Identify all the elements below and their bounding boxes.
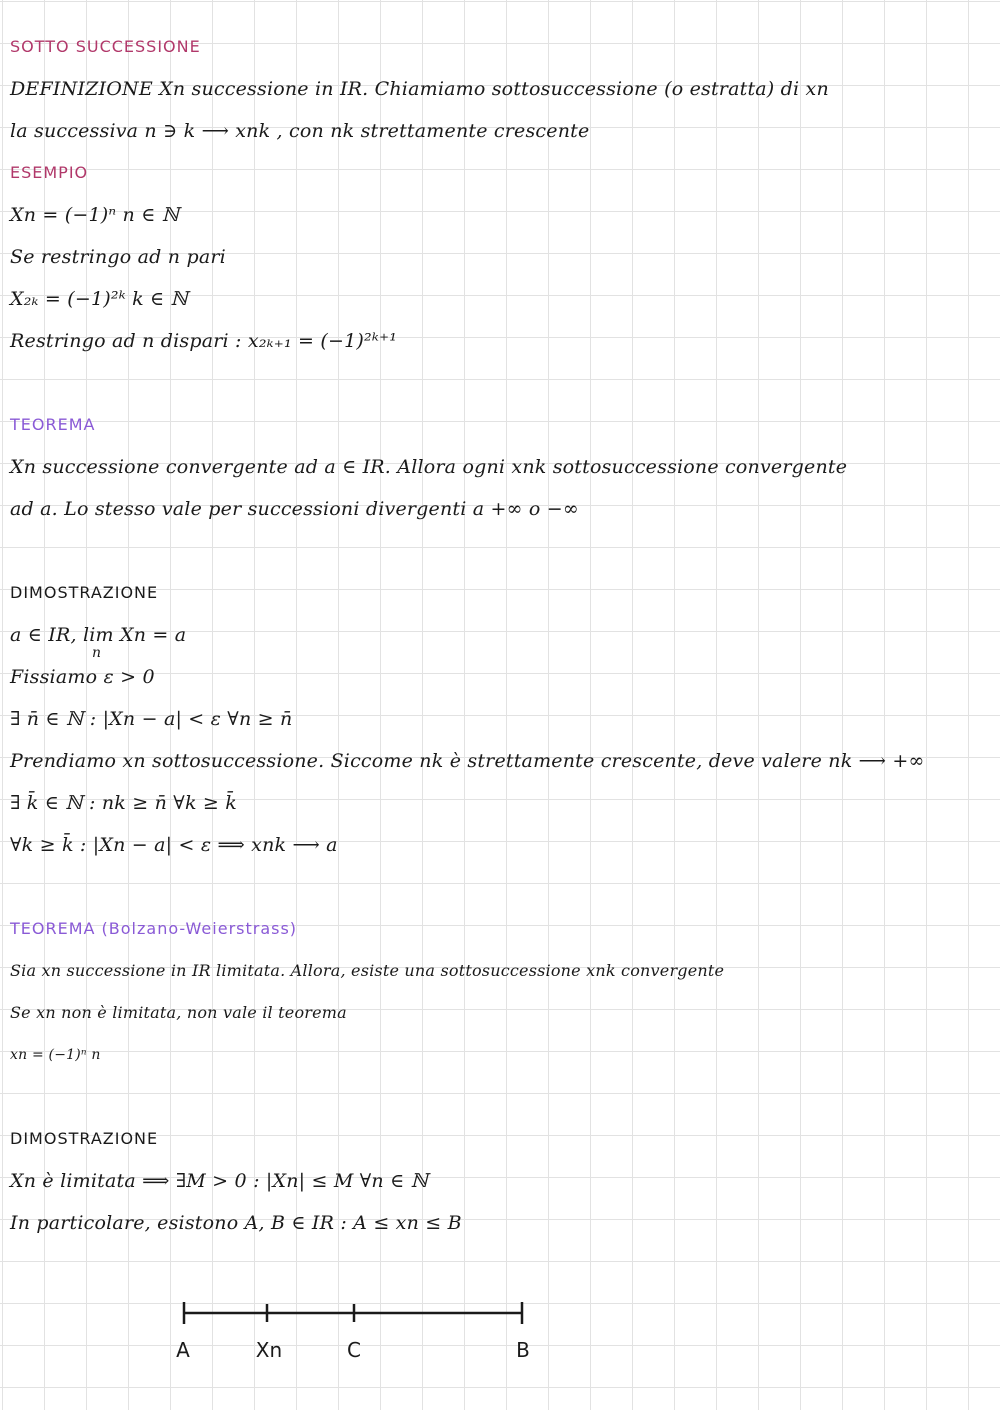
proof-2-line-2: In particolare, esistono A, B ∈ IR : A ≤ xn ≤ B [10, 1212, 462, 1234]
definition-line-2: la successiva n ∋ k ⟶ xnk , con nk strettamente crescente [10, 120, 590, 142]
proof-1-line-5: ∃ k̄ ∈ ℕ : nk ≥ n̄ ∀k ≥ k̄ [10, 792, 237, 814]
proof-1-line-3: ∃ n̄ ∈ ℕ : |Xn − a| < ε ∀n ≥ n̄ [10, 708, 293, 730]
definition-line-1: DEFINIZIONE Xn successione in IR. Chiamiamo sottosuccessione (o estratta) di xn [10, 78, 829, 100]
proof-1-line-1: a ∈ IR, lim Xn = a [10, 624, 187, 646]
section-title-sottosuccessione: SOTTO SUCCESSIONE [10, 37, 201, 56]
proof-1-line-4: Prendiamo xn sottosuccessione. Siccome nk è strettamente crescente, deve valere nk ⟶ +∞ [10, 750, 925, 772]
theorem-2-title: TEOREMA (Bolzano-Weierstrass) [10, 919, 298, 938]
proof-1-line-6: ∀k ≥ k̄ : |Xn − a| < ε ⟹ xnk ⟶ a [10, 834, 338, 856]
theorem-1-title: TEOREMA [10, 415, 96, 434]
example-title: ESEMPIO [10, 163, 89, 182]
proof-1-lim-subscript: n [92, 645, 102, 661]
label-xn: Xn [255, 1338, 283, 1362]
theorem-1-line-2: ad a. Lo stesso vale per successioni divergenti a +∞ o −∞ [10, 498, 579, 520]
label-c: C [347, 1338, 361, 1362]
proof-2-line-1: Xn è limitata ⟹ ∃M > 0 : |Xn| ≤ M ∀n ∈ ℕ [10, 1170, 429, 1192]
theorem-1-line-1: Xn successione convergente ad a ∈ IR. Allora ogni xnk sottosuccessione convergente [10, 456, 848, 478]
proof-1-line-2: Fissiamo ε > 0 [10, 666, 155, 688]
label-a: A [176, 1338, 190, 1362]
example-line-4: Restringo ad n dispari : x₂ₖ₊₁ = (−1)²ᵏ⁺¹ [10, 330, 398, 352]
example-line-2: Se restringo ad n pari [10, 246, 226, 268]
proof-2-title: DIMOSTRAZIONE [10, 1129, 159, 1148]
example-line-1: Xn = (−1)ⁿ n ∈ ℕ [10, 204, 180, 226]
theorem-2-line-2: Se xn non è limitata, non vale il teorema [10, 1003, 347, 1022]
proof-1-title: DIMOSTRAZIONE [10, 583, 159, 602]
theorem-2-line-1: Sia xn successione in IR limitata. Allora, esiste una sottosuccessione xnk convergente [10, 961, 725, 980]
example-line-3: X₂ₖ = (−1)²ᵏ k ∈ ℕ [10, 288, 189, 310]
label-b: B [516, 1338, 530, 1362]
theorem-2-line-3: xn = (−1)ⁿ n [10, 1047, 101, 1063]
